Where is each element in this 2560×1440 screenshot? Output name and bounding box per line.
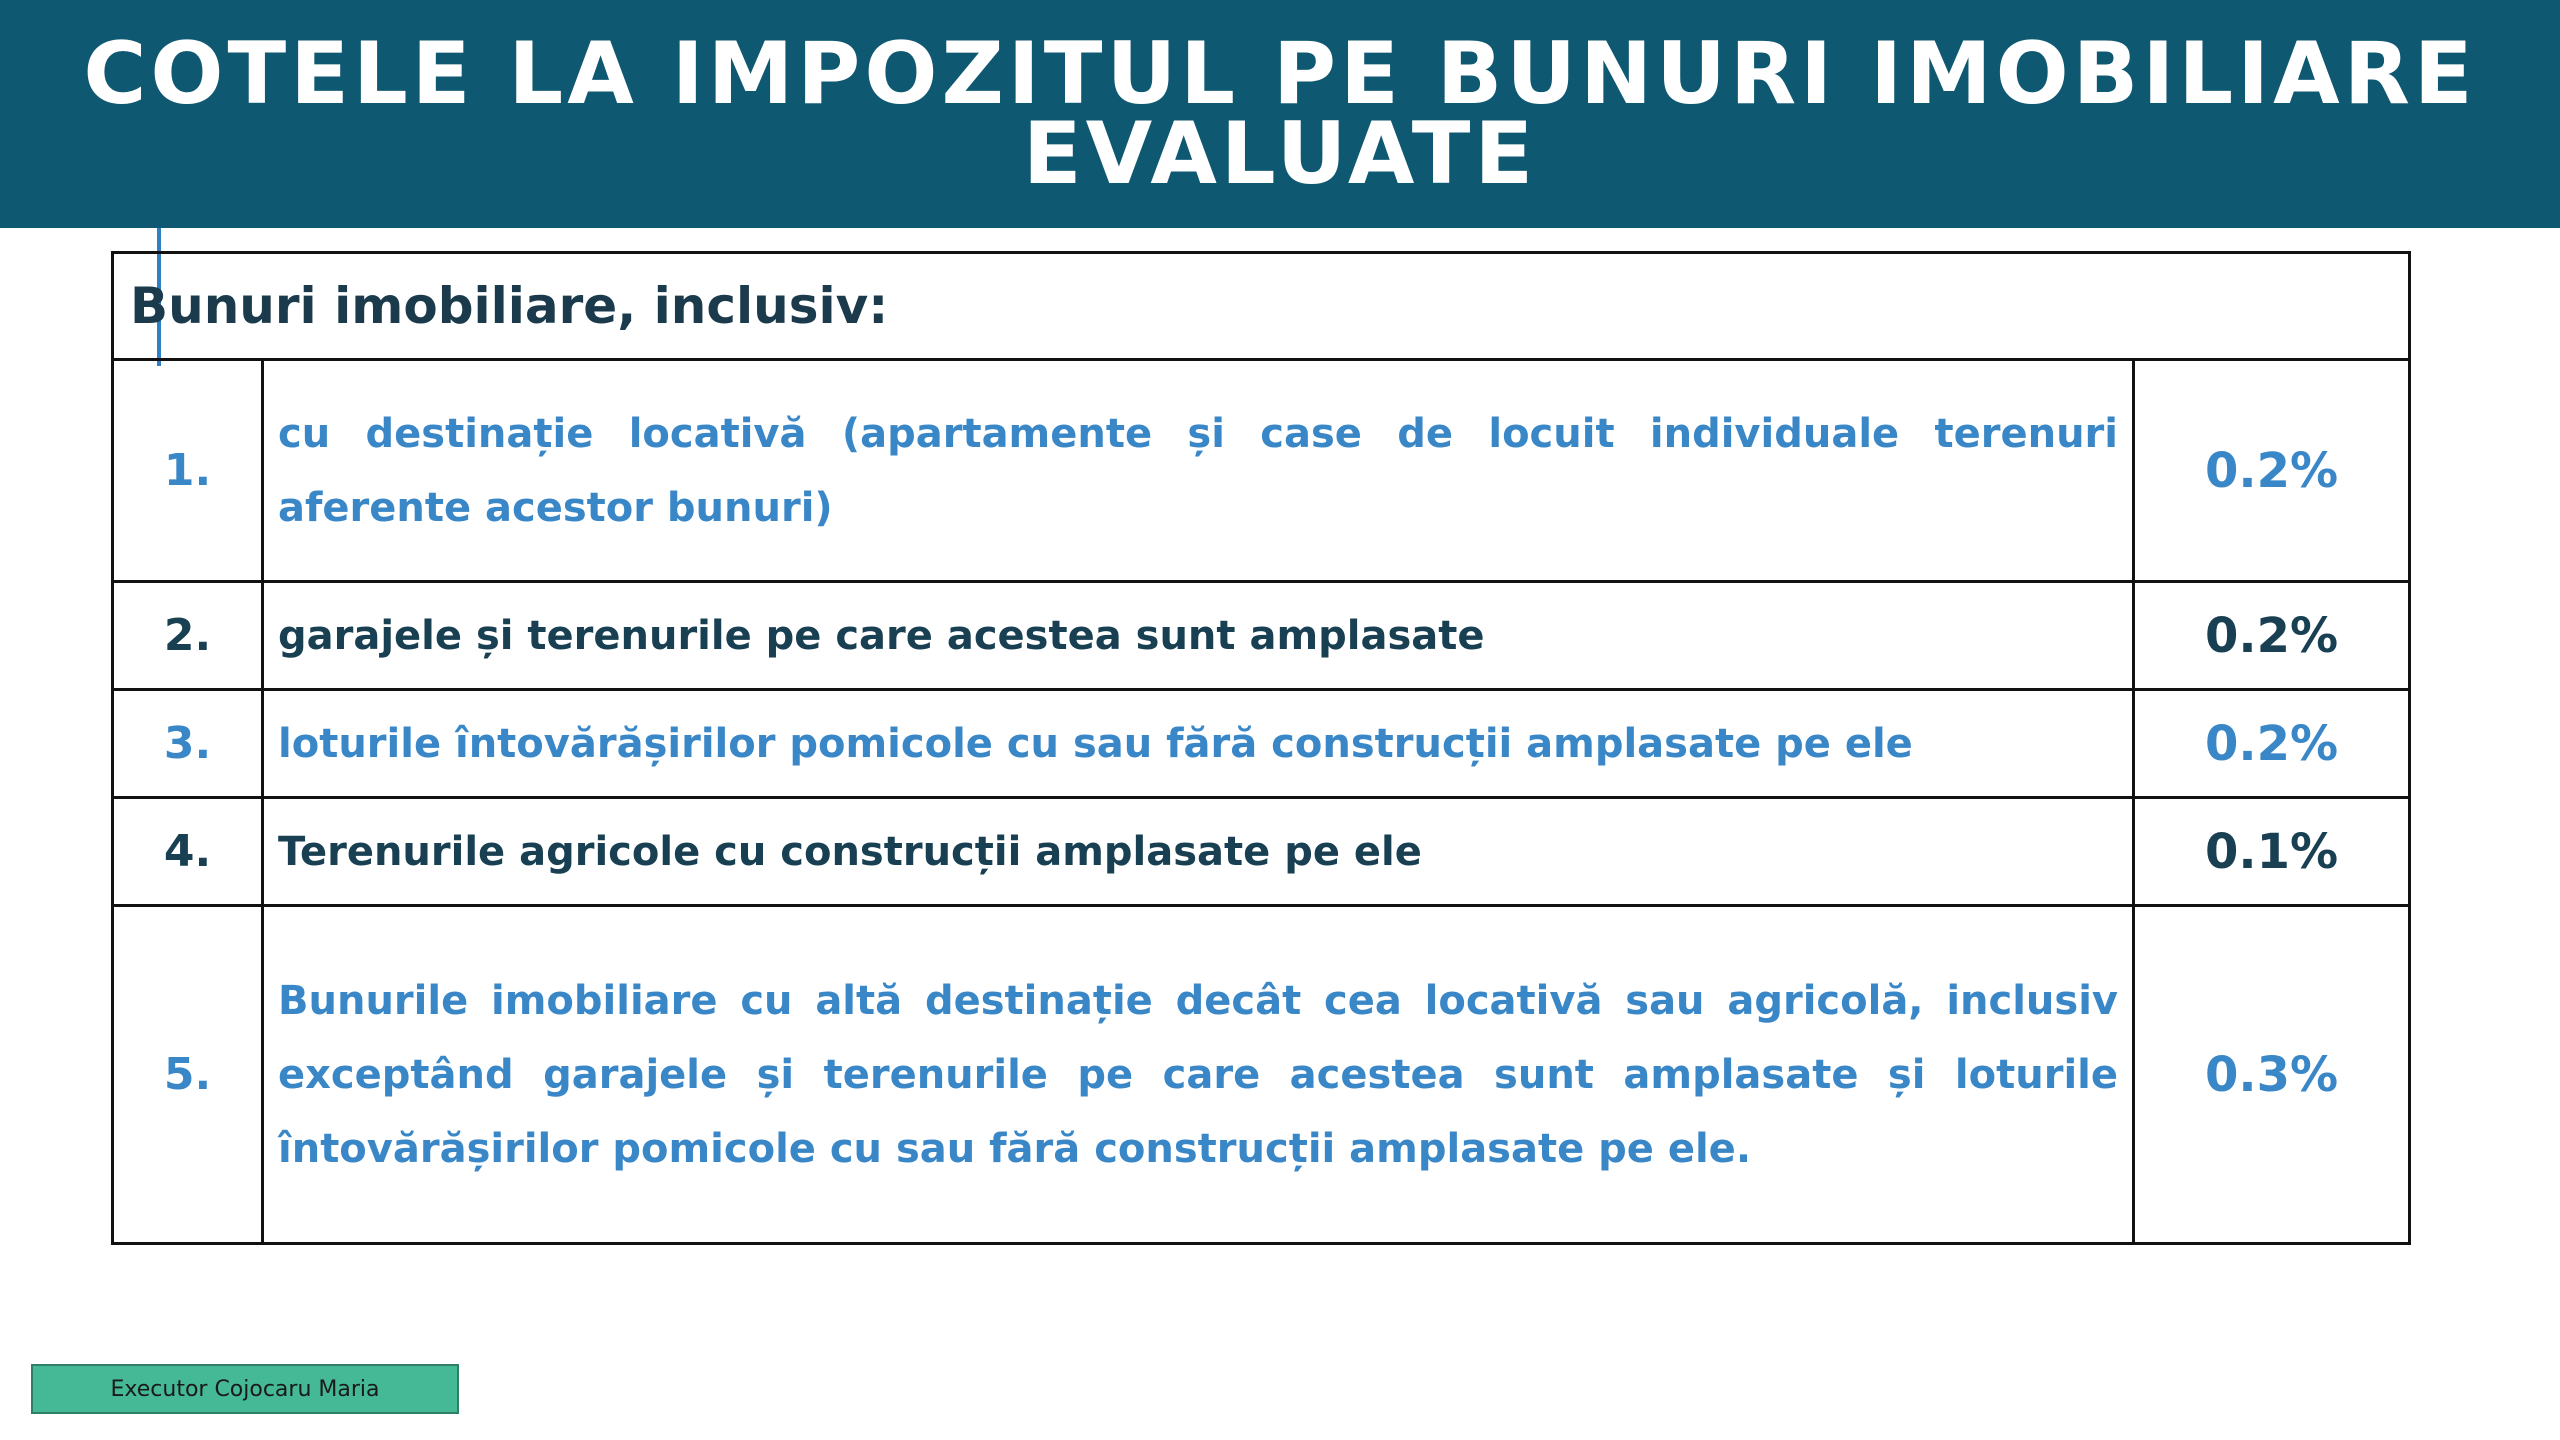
table-header: Bunuri imobiliare, inclusiv:: [113, 253, 2410, 360]
table-header-row: [113, 253, 2410, 360]
table-row: [113, 360, 2410, 582]
slide-title-line-1: COTELE LA IMPOZITUL PE BUNURI IMOBILIARE: [83, 24, 2477, 124]
row-description: cu destinație locativă (apartamente și case de locuit individuale terenuri aferente acestor bunuri): [263, 360, 2134, 582]
row-number: 2.: [113, 582, 263, 690]
row-rate: 0.2%: [2134, 360, 2410, 582]
row-number: 1.: [113, 360, 263, 582]
row-number: 5.: [113, 906, 263, 1244]
row-description: Terenurile agricole cu construcții amplasate pe ele: [263, 798, 2134, 906]
tax-rates-table: [111, 251, 2411, 1245]
table-row: [113, 582, 2410, 690]
row-rate: 0.2%: [2134, 582, 2410, 690]
table-row: [113, 906, 2410, 1244]
row-rate: 0.3%: [2134, 906, 2410, 1244]
row-number: 4.: [113, 798, 263, 906]
row-description: loturile întovărășirilor pomicole cu sau fără construcții amplasate pe ele: [263, 690, 2134, 798]
title-bar: [0, 0, 2560, 228]
row-number: 3.: [113, 690, 263, 798]
slide-title-line-2: EVALUATE: [1022, 104, 1538, 204]
tax-rates-table-container: [111, 251, 2408, 1245]
row-description: garajele și terenurile pe care acestea sunt amplasate: [263, 582, 2134, 690]
table-row: [113, 798, 2410, 906]
table-row: [113, 690, 2410, 798]
author-badge: Executor Cojocaru Maria: [31, 1364, 459, 1414]
row-rate: 0.1%: [2134, 798, 2410, 906]
row-rate: 0.2%: [2134, 690, 2410, 798]
row-description: Bunurile imobiliare cu altă destinație decât cea locativă sau agricolă, inclusiv exceptând garajele și terenurile pe care acestea sunt amplasate și loturile întovărășirilor pomicole cu sau fără construcții amplasate pe ele.: [263, 906, 2134, 1244]
